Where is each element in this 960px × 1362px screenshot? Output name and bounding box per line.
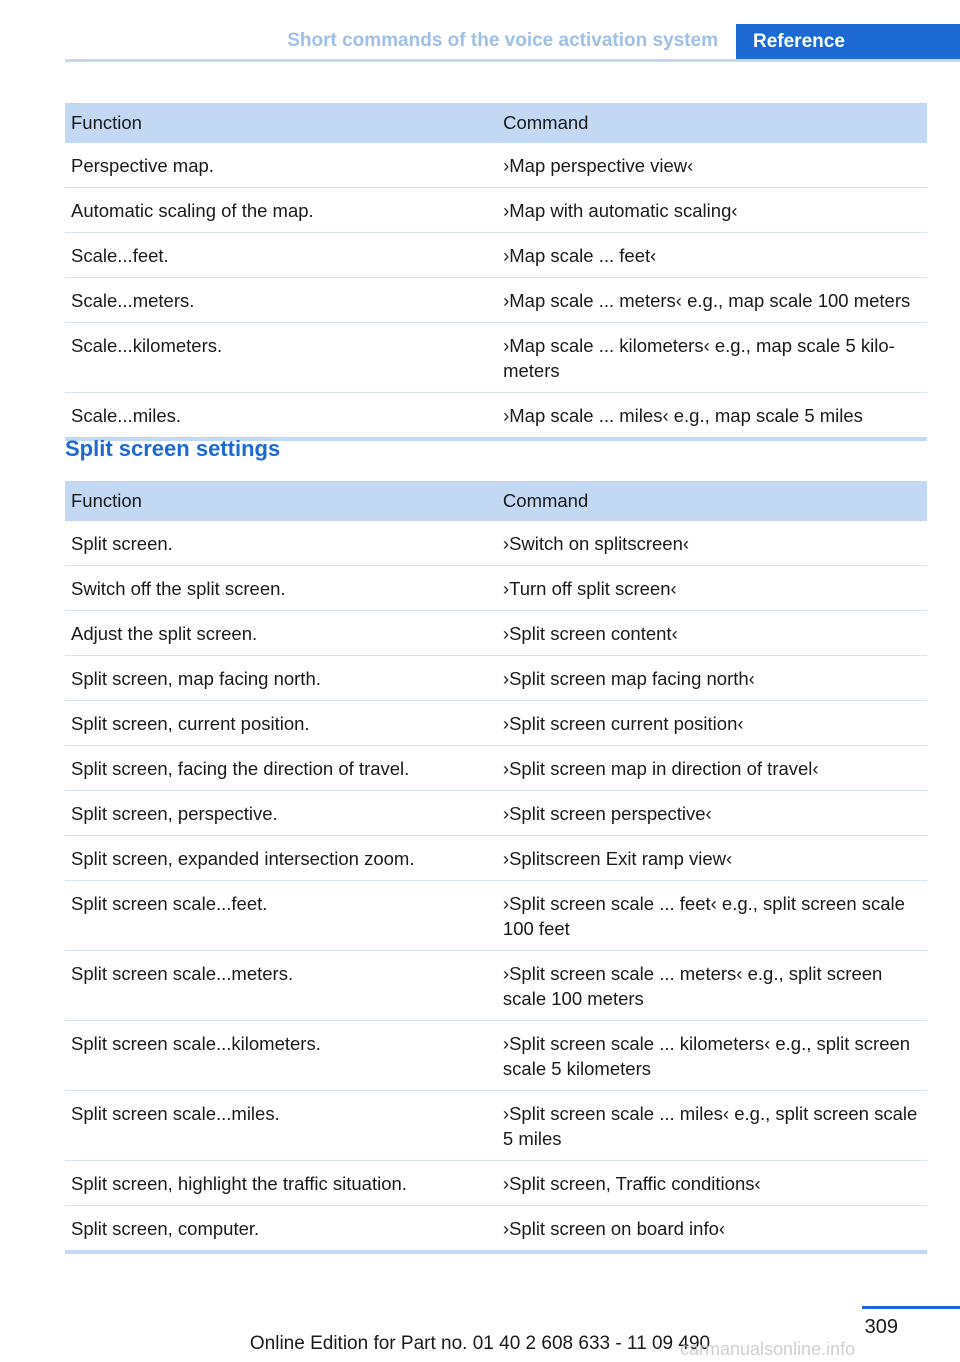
table-row <box>65 1021 927 1091</box>
table-header-row <box>65 481 927 521</box>
function-cell: Split screen, highlight the traffic situation. <box>65 1161 497 1206</box>
table-row <box>65 566 927 611</box>
page-header <box>0 0 960 62</box>
column-header-function: Function <box>65 103 497 143</box>
function-cell: Split screen scale...meters. <box>65 951 497 1021</box>
command-cell: ›Split screen current position‹ <box>497 701 927 746</box>
function-cell: Perspective map. <box>65 143 497 188</box>
command-cell: ›Switch on splitscreen‹ <box>497 521 927 566</box>
function-cell: Split screen, perspective. <box>65 791 497 836</box>
function-cell: Split screen, computer. <box>65 1206 497 1253</box>
table-row <box>65 836 927 881</box>
command-cell: ›Map scale ... kilometers‹ e.g., map scale 5 kilo-meters <box>497 323 927 393</box>
function-cell: Adjust the split screen. <box>65 611 497 656</box>
split-commands-table-wrap <box>65 481 927 1254</box>
command-cell: ›Map perspective view‹ <box>497 143 927 188</box>
command-cell: ›Split screen, Traffic conditions‹ <box>497 1161 927 1206</box>
command-cell: ›Split screen on board info‹ <box>497 1206 927 1253</box>
header-divider <box>65 59 960 62</box>
command-cell: ›Splitscreen Exit ramp view‹ <box>497 836 927 881</box>
function-cell: Switch off the split screen. <box>65 566 497 611</box>
column-header-function: Function <box>65 481 497 521</box>
command-cell: ›Map scale ... feet‹ <box>497 233 927 278</box>
command-cell: ›Split screen map in direction of travel‹ <box>497 746 927 791</box>
table-row <box>65 746 927 791</box>
table-row <box>65 701 927 746</box>
split-screen-commands-table <box>65 481 927 1254</box>
command-cell: ›Split screen content‹ <box>497 611 927 656</box>
function-cell: Split screen scale...feet. <box>65 881 497 951</box>
edition-note: Online Edition for Part no. 01 40 2 608 633 - 11 09 490 <box>249 1333 711 1354</box>
table-row <box>65 393 927 440</box>
map-commands-body <box>65 143 927 439</box>
command-cell: ›Turn off split screen‹ <box>497 566 927 611</box>
command-cell: ›Map scale ... miles‹ e.g., map scale 5 miles <box>497 393 927 440</box>
function-cell: Split screen, map facing north. <box>65 656 497 701</box>
command-cell: ›Split screen perspective‹ <box>497 791 927 836</box>
watermark: carmanualsonline.info <box>680 1339 856 1359</box>
function-cell: Split screen scale...kilometers. <box>65 1021 497 1091</box>
function-cell: Scale...miles. <box>65 393 497 440</box>
table-header-row <box>65 103 927 143</box>
table-row <box>65 1206 927 1253</box>
command-cell: ›Split screen scale ... kilometers‹ e.g., split screen scale 5 kilometers <box>497 1021 927 1091</box>
split-commands-body <box>65 521 927 1252</box>
table-row <box>65 278 927 323</box>
footer-divider <box>862 1306 960 1309</box>
column-header-command: Command <box>497 481 927 521</box>
page-number: 309 <box>864 1316 898 1338</box>
command-cell: ›Split screen map facing north‹ <box>497 656 927 701</box>
column-header-command: Command <box>497 103 927 143</box>
table-row <box>65 656 927 701</box>
map-commands-table-wrap <box>65 103 927 441</box>
function-cell: Split screen. <box>65 521 497 566</box>
command-cell: ›Split screen scale ... meters‹ e.g., split screen scale 100 meters <box>497 951 927 1021</box>
function-cell: Split screen, current position. <box>65 701 497 746</box>
map-commands-table <box>65 103 927 441</box>
function-cell: Scale...feet. <box>65 233 497 278</box>
table-row <box>65 188 927 233</box>
function-cell: Scale...meters. <box>65 278 497 323</box>
command-cell: ›Split screen scale ... feet‹ e.g., split screen scale 100 feet <box>497 881 927 951</box>
reference-tab[interactable]: Reference <box>736 24 960 62</box>
function-cell: Scale...kilometers. <box>65 323 497 393</box>
table-row <box>65 143 927 188</box>
table-row <box>65 521 927 566</box>
function-cell: Split screen scale...miles. <box>65 1091 497 1161</box>
table-row <box>65 233 927 278</box>
table-row <box>65 1091 927 1161</box>
table-row <box>65 881 927 951</box>
table-row <box>65 323 927 393</box>
command-cell: ›Split screen scale ... miles‹ e.g., split screen scale 5 miles <box>497 1091 927 1161</box>
command-cell: ›Map with automatic scaling‹ <box>497 188 927 233</box>
function-cell: Split screen, expanded intersection zoom. <box>65 836 497 881</box>
split-screen-section-title: Split screen settings <box>65 436 281 461</box>
command-cell: ›Map scale ... meters‹ e.g., map scale 100 meters <box>497 278 927 323</box>
table-row <box>65 1161 927 1206</box>
table-row <box>65 951 927 1021</box>
table-row <box>65 611 927 656</box>
section-title: Short commands of the voice activation system <box>287 30 718 51</box>
function-cell: Automatic scaling of the map. <box>65 188 497 233</box>
function-cell: Split screen, facing the direction of travel. <box>65 746 497 791</box>
table-row <box>65 791 927 836</box>
